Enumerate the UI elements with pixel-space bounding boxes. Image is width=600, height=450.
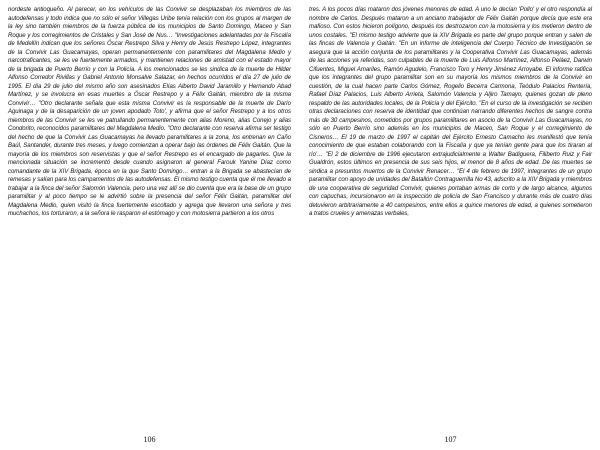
right-page-body-text: tres. A los pocos días mataron dos jóvenes menores de edad. A uno le decían 'Pollo' y el otro respondía al nombre de Carlos. Después mataron a un anciano trabajador de Félix Gaitán porque decía que este era mafioso. Con estos hicieron polígono, después los destrozaron con la motosierra y los metieron dentro de unos costales. "El mismo testigo advierte que la XIV Brigada es parte del grupo porque entran y salen de las fincas de Valencia y Gaitán. "En un informe de inteligencia del Cuerpo Técnico de Investigación se asegura que la acción conjunta de los paramilitares y la Cooperativa Convivir Las Guacamayas, además de las acciones ya referidas, son culpables de la muerte de Luis Alfonso Martínez, Alfonso Peláez, Darwin Cifuentes, Miguel Amariles, Ramón Agudelo, Francisco Toro y Henry Jiménez Arroyabe. El informe ratifica que los integrantes del grupo paramilitar son en su mayoría los mismos miembros de la Convivir en cuestión, de la cual hacen parte Carlos Gómez, Rogelio Becerra Carmona, Teódulo Palacios Rentería, Rafael Díaz Palacios, Luis Alberto Arrieta, Salomón Valencia y Aljiro Tamayo, quienes gozan de pleno respaldo de las autoridades locales, de la Policía y del Ejército. "En el curso de la investigación se reciben otras declaraciones con reserva de identidad que continúan narrando diferentes hechos de sangre contra más de 30 campesinos, cometidos por grupos paramilitares en asocio de la Convivir Las Guacamayas, no sólo en Puerto Berrío sino además en los municipios de Maceo, San Roque y el corregimiento de Cisneros… El 19 de marzo de 1997 el capitán del Ejército Ernesto Camacho les manifestó que tenía conocimiento de que estaban colaborando con la Fiscalía y que ya tenían gente para que los tiraran al río'… "El 2 de diciembre de 1996 ejecutaron extrajudicialmente a Walter Badiguera, Filiberto Ruiz y Fair Gualdrón, estos últimos en presencia de sus seis hijos, el menor de 8 años de edad. De las muertes se sindica a presuntos muertos de la Convivir Renacer… "El 4 de febrero de 1997, integrantes de un grupo paramilitar con apoyo de unidades del Batallón Contraguerrilla No 43, adscrito a la XIV Brigada y miembros de una cooperativa de seguridad Convivir, quienes portaban armas de corto y de largo alcance, algunos con capuchas, incursionaron en la inspección de policía de San Francisco y durante más de cuatro días detuvieron arbitrariamente a 40 campesinos, entre ellos a quince menores de edad, a quienes sometieron a tratos crueles y amenazas verbales, (309, 7, 592, 217)
left-page-number: 106 (143, 435, 156, 444)
right-page-number: 107 (444, 435, 457, 444)
left-page-body-text: nordeste antioqueño. Al parecer, en los vehículos de las Convivir se desplazaban los miembros de las autodefensas y todo indica que no sólo el señor Villegas Uribe tenía relación con los grupos al margen de la ley sino también miembros de la fuerza pública de los municipios de Santo Domingo, Maceo y San Roque y los corregimientos de Cristales y San José de Nus… "Investigaciones adelantadas por la Fiscalía de Medellín indican que los señores Óscar Restrepo Silva y Henry de Jesús Restrepo López, integrantes de la Convivir Las Guacamayas, operan permanentemente con paramilitares del Magdalena Medio y narcotraficantes, se les ve fuertemente armados, y mantienen relaciones de amistad con el estado mayor de la brigada de Puerto Berrío y con la Policía. A los mencionados se les sindica de la muerte de Hilder Alfonso Corredor Rivillas y Gabriel Antonio Monsalve Salazar, en hechos ocurridos el día 27 de julio de 1995. El día 29 de julio del mismo año son asesinados Elías Alberto David Jaramillo y Hernando Abad Martínez, y se involucra en esas muertes a Óscar Restrepo y a Félix Gaitán, miembro de la misma Convivir… "Otro declarante señala que esta misma Convivir es la responsable de la muerte de Darío Aguinaga y de la desaparición de un joven apodado Toto', y afirma que el señor Restrepo y a los otros miembros de las Convivir se les ve patrullando permanentemente con alias Moreno, alias Conejo y alias Condorito, reconocidos paramilitares del Magdalena Medio. "Otro declarante con reserva afirma ser testigo del hecho de que la Convivir Las Guacamayas ha llevado paramilitares a la zona, los entrenan en Caño Baúl, Santander, durante tres meses, y luego comienzan a operar bajo las órdenes de Félix Gaitán. Que la mayoría de los miembros son reservistas y que el señor Restrepo es el encargado de pagarles. Que la mencionada situación se incrementó desde cuando asignaron al general Farouk Yanine Díaz como comandante de la XIV Brigada, época en la que Santo Domingo… entran a la Brigada se abastecían de remesas y salían para los campamentos de las autodefensas. El mismo testigo cuenta que él me llevado a trabajar a la finca del señor Salomón Valencia, pero una vez allí se dio cuenta que era la base de un grupo paramilitar y al poco tiempo se le advirtió sobre la presencia del señor Félix Gaitán, paramilitar del Magdalena Medio, quien visitó la finca fuertemente escoltado y agrega que llevaron una señora y tres muchachos, los torturaron, a la señora le rasparon el estómago y con motosierra partieron a los otros (8, 7, 291, 217)
right-page (309, 6, 592, 450)
left-page (8, 6, 291, 450)
